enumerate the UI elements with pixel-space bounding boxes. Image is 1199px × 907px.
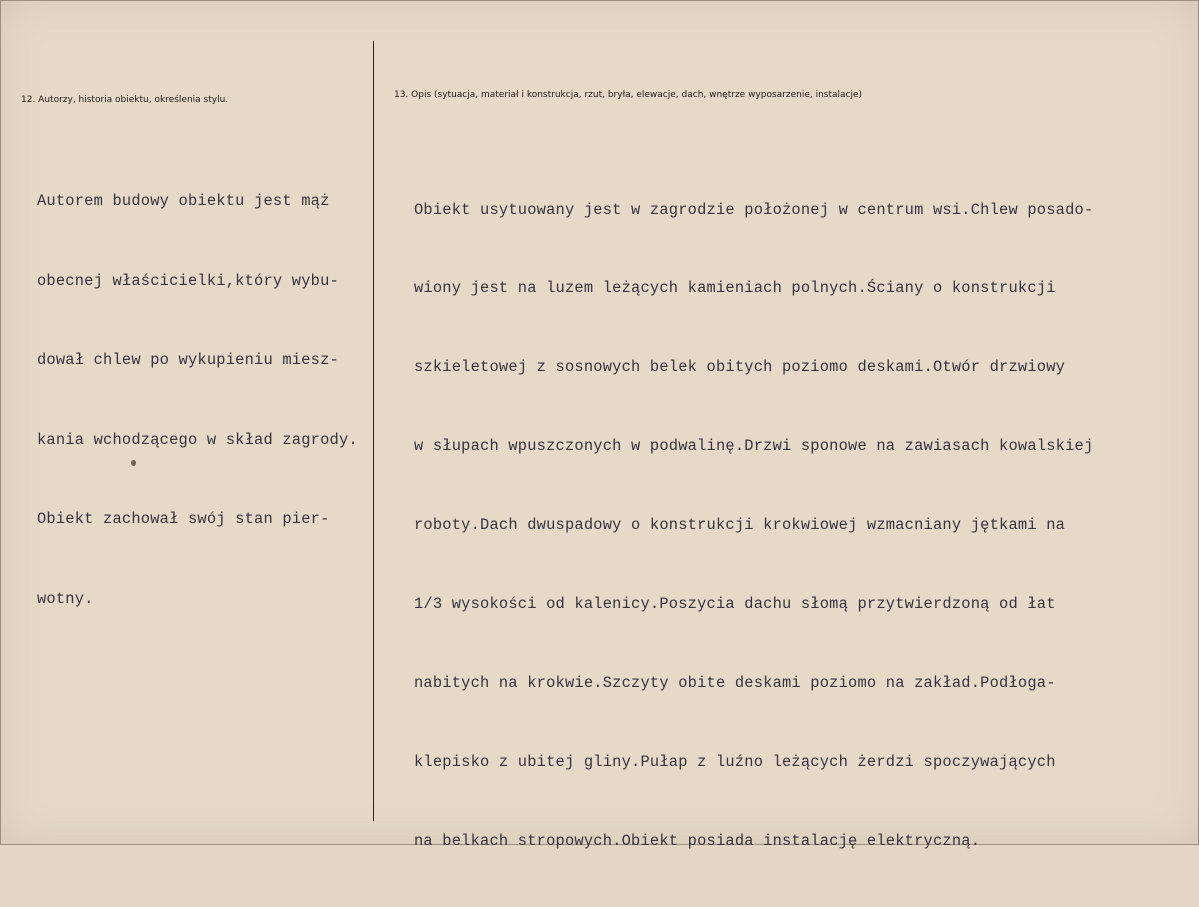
- description-line: na belkach stropowych.Obiekt posiada instalację elektryczną.: [414, 831, 981, 850]
- authors-line: obecnej właścicielki,który wybu-: [37, 271, 339, 290]
- authors-line: Autorem budowy obiektu jest mąż: [37, 192, 330, 210]
- authors-line: wotny.: [37, 589, 94, 608]
- description-line: wiony jest na luzem leżących kamieniach polnych.Ściany o konstrukcji: [414, 279, 1056, 298]
- authors-text: [37, 135, 358, 665]
- authors-line: dował chlew po wykupieniu miesz-: [37, 351, 339, 369]
- description-line: klepisko z ubitej gliny.Pułap z luźno leżących żerdzi spoczywających: [414, 752, 1056, 771]
- paper-speck: [131, 460, 136, 466]
- description-line: 1/3 wysokości od kalenicy.Poszycia dachu słomą przytwierdzoną od łat: [414, 595, 1056, 614]
- authors-line: kania wchodzącego w skład zagrody.: [37, 430, 358, 449]
- column-divider: [373, 41, 374, 821]
- description-line: roboty.Dach dwuspadowy o konstrukcji krokwiowej wzmacniany jętkami na: [414, 516, 1066, 535]
- description-line: nabitych na krokwie.Szczyty obite deskami poziomo na zakład.Podłoga-: [414, 673, 1056, 692]
- field-label-description: 13. Opis (sytuacja, materiał i konstrukcja, rzut, bryła, elewacje, dach, wnętrze wyposarzenie, instalacje): [394, 90, 863, 100]
- description-line: Obiekt usytuowany jest w zagrodzie położonej w centrum wsi.Chlew posado-: [414, 200, 1094, 219]
- description-text: [414, 144, 1093, 907]
- field-label-authors: 12. Autorzy, historia obiektu, określenia stylu.: [21, 95, 229, 105]
- authors-line: Obiekt zachował swój stan pier-: [37, 510, 330, 528]
- description-line: szkieletowej z sosnowych belek obitych poziomo deskami.Otwór drzwiowy: [414, 358, 1066, 377]
- description-line: w słupach wpuszczonych w podwalinę.Drzwi sponowe na zawiasach kowalskiej: [414, 437, 1094, 456]
